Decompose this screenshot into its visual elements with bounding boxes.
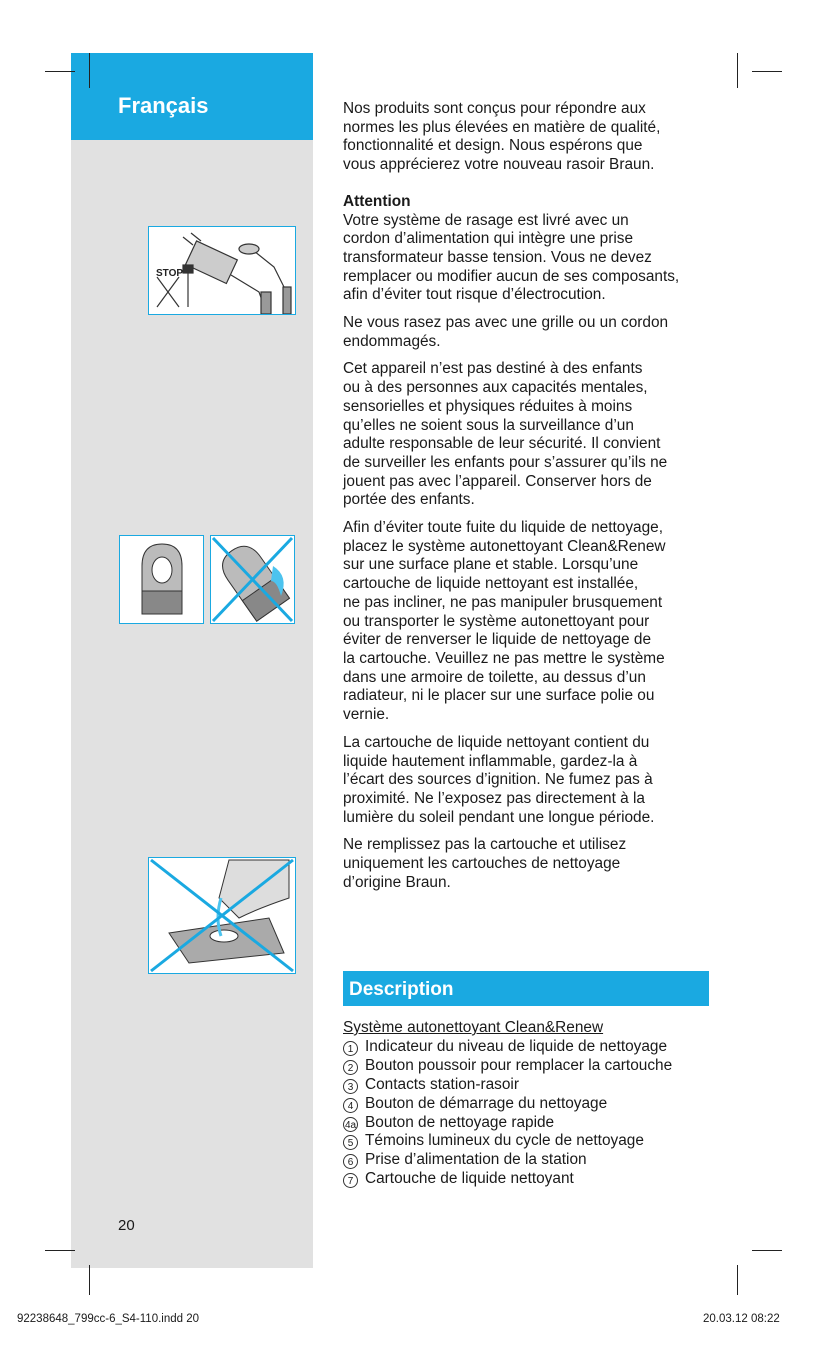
crop-mark xyxy=(752,1250,782,1251)
text-line: afin d’éviter tout risque d’électrocution. xyxy=(343,286,606,304)
main-text-column xyxy=(343,100,723,901)
text-line: dans une armoire de toilette, au dessus d’un xyxy=(343,668,646,686)
paragraph-heading: Attention xyxy=(343,192,411,210)
figure-station-tilted xyxy=(210,535,295,624)
figure-station-upright xyxy=(119,535,204,624)
item-number-badge: 6 xyxy=(343,1154,358,1169)
item-number-badge: 4 xyxy=(343,1098,358,1113)
text-line: Afin d’éviter toute fuite du liquide de nettoyage, xyxy=(343,519,664,537)
section-title: Description xyxy=(349,979,454,1000)
item-label: Bouton de nettoyage rapide xyxy=(365,1113,555,1131)
text-line: l’écart des sources d’ignition. Ne fumez pas à xyxy=(343,771,653,789)
station-upright-illustration xyxy=(120,536,203,623)
text-line: endommagés. xyxy=(343,332,441,350)
crop-mark xyxy=(45,1250,75,1251)
text-line: éviter de renverser le liquide de nettoyage de xyxy=(343,631,652,649)
item-number-badge: 5 xyxy=(343,1135,358,1150)
text-line: normes les plus élevées en matière de qualité, xyxy=(343,118,661,136)
paragraph xyxy=(343,734,723,828)
item-label: Prise d’alimentation de la station xyxy=(365,1151,587,1169)
text-line: La cartouche de liquide nettoyant contient du xyxy=(343,733,650,751)
item-number-badge: 1 xyxy=(343,1041,358,1056)
text-line: liquide hautement inflammable, gardez-la à xyxy=(343,752,638,770)
text-line: jouent pas avec l’appareil. Conserver hors de xyxy=(343,472,652,490)
item-label: Contacts station-rasoir xyxy=(365,1075,519,1093)
parts-list xyxy=(343,1019,672,1189)
station-tilted-illustration xyxy=(211,536,294,623)
parts-list-subtitle: Système autonettoyant Clean&Renew xyxy=(343,1019,604,1036)
item-number-badge: 4a xyxy=(343,1117,358,1132)
text-line: cartouche de liquide nettoyant est installée, xyxy=(343,575,639,593)
text-line: proximité. Ne l’exposez pas directement à la xyxy=(343,789,645,807)
text-line: Ne vous rasez pas avec une grille ou un cordon xyxy=(343,314,669,332)
crop-mark xyxy=(752,71,782,72)
text-line: d’origine Braun. xyxy=(343,873,451,891)
text-line: vernie. xyxy=(343,706,390,724)
text-line: portée des enfants. xyxy=(343,491,475,509)
power-cord-illustration xyxy=(149,227,295,314)
text-line: sensorielles et physiques réduites à moins xyxy=(343,397,633,415)
crop-mark xyxy=(89,53,90,88)
text-line: lumière du soleil pendant une longue période. xyxy=(343,808,655,826)
text-line: adulte responsable de leur sécurité. Il convient xyxy=(343,435,661,453)
paragraph xyxy=(343,314,723,351)
text-line: ou à des personnes aux capacités mentales, xyxy=(343,379,648,397)
parts-list-item xyxy=(343,1151,672,1170)
parts-list-item xyxy=(343,1057,672,1076)
text-line: la cartouche. Veuillez ne pas mettre le système xyxy=(343,649,665,667)
language-title: Français xyxy=(118,93,209,118)
item-label: Bouton poussoir pour remplacer la cartouche xyxy=(365,1056,673,1074)
section-header-description xyxy=(343,971,709,1006)
crop-mark xyxy=(737,53,738,88)
paragraph xyxy=(343,100,723,175)
item-label: Témoins lumineux du cycle de nettoyage xyxy=(365,1132,644,1150)
text-line: placez le système autonettoyant Clean&Renew xyxy=(343,537,666,555)
footer-filename: 92238648_799cc-6_S4-110.indd 20 xyxy=(17,1313,200,1325)
crop-mark xyxy=(737,1265,738,1295)
text-line: radiateur, ni le placer sur une surface polie ou xyxy=(343,687,655,705)
item-number-badge: 2 xyxy=(343,1060,358,1075)
text-line: uniquement les cartouches de nettoyage xyxy=(343,855,621,873)
parts-list-item xyxy=(343,1114,672,1133)
item-number-badge: 7 xyxy=(343,1173,358,1188)
crop-mark xyxy=(45,71,75,72)
text-line: ou transporter le système autonettoyant pour xyxy=(343,612,650,630)
text-line: qu’elles ne soient sous la surveillance d’un xyxy=(343,416,634,434)
text-line: de surveiller les enfants pour s’assurer qu’ils ne xyxy=(343,453,668,471)
paragraph xyxy=(343,193,723,305)
text-line: vous apprécierez votre nouveau rasoir Braun. xyxy=(343,156,655,174)
text-line: Ne remplissez pas la cartouche et utilisez xyxy=(343,836,627,854)
parts-list-item xyxy=(343,1076,672,1095)
no-refill-illustration xyxy=(149,858,295,973)
text-line: cordon d’alimentation qui intègre une prise xyxy=(343,230,634,248)
item-number-badge: 3 xyxy=(343,1079,358,1094)
item-label: Cartouche de liquide nettoyant xyxy=(365,1170,574,1188)
stop-label: STOP xyxy=(156,268,184,279)
paragraph xyxy=(343,836,723,892)
item-label: Bouton de démarrage du nettoyage xyxy=(365,1094,608,1112)
page-number: 20 xyxy=(118,1217,135,1234)
crop-mark xyxy=(89,1265,90,1295)
parts-list-item xyxy=(343,1132,672,1151)
text-line: fonctionnalité et design. Nous espérons que xyxy=(343,137,643,155)
paragraph xyxy=(343,519,723,725)
language-header xyxy=(71,53,313,140)
text-line: ne pas incliner, ne pas manipuler brusquement xyxy=(343,593,663,611)
footer-date: 20.03.12 08:22 xyxy=(703,1313,780,1325)
parts-list-item xyxy=(343,1170,672,1189)
figure-no-refill xyxy=(148,857,296,974)
text-line: sur une surface plane et stable. Lorsqu’une xyxy=(343,556,639,574)
parts-list-item xyxy=(343,1038,672,1057)
paragraph xyxy=(343,360,723,510)
text-line: Nos produits sont conçus pour répondre aux xyxy=(343,100,646,117)
text-line: Votre système de rasage est livré avec un xyxy=(343,211,629,229)
figure-power-cord xyxy=(148,226,296,315)
text-line: transformateur basse tension. Vous ne devez xyxy=(343,248,652,266)
text-line: remplacer ou modifier aucun de ses composants, xyxy=(343,267,680,285)
item-label: Indicateur du niveau de liquide de nettoyage xyxy=(365,1037,668,1055)
text-line: Cet appareil n’est pas destiné à des enfants xyxy=(343,360,643,378)
parts-list-item xyxy=(343,1095,672,1114)
